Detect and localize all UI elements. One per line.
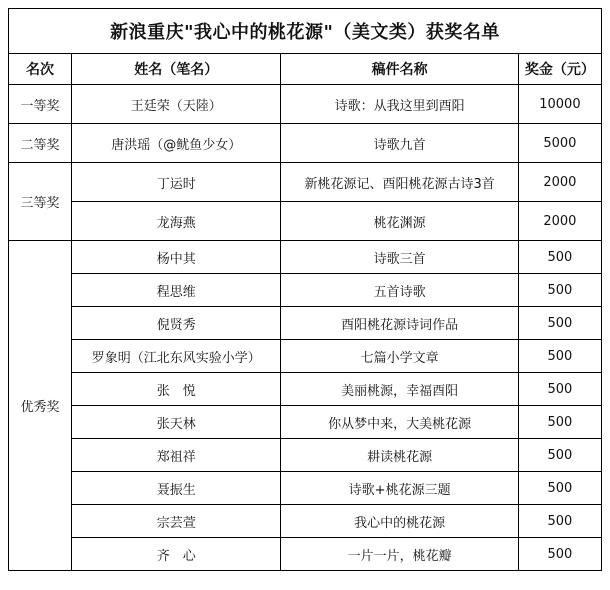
- work-cell: 酉阳桃花源诗词作品: [281, 307, 518, 340]
- table-row: [9, 241, 602, 274]
- table-row: [9, 124, 602, 163]
- work-cell: 你从梦中来，大美桃花源: [281, 406, 518, 439]
- work-cell: 诗歌九首: [281, 124, 518, 163]
- table-row: [9, 163, 602, 202]
- work-cell: 耕读桃花源: [281, 439, 518, 472]
- prize-cell: 500: [518, 505, 601, 538]
- name-cell: 杨中其: [72, 241, 281, 274]
- table-row: [9, 340, 602, 373]
- table-row: [9, 307, 602, 340]
- header-row: [9, 54, 602, 85]
- work-cell: 一片一片，桃花瓣: [281, 538, 518, 571]
- work-cell: 诗歌三首: [281, 241, 518, 274]
- header-work: 稿件名称: [281, 54, 518, 85]
- name-cell: 王廷荣（天陸）: [72, 85, 281, 124]
- table-row: [9, 406, 602, 439]
- table-row: [9, 202, 602, 241]
- award-table-body: [9, 9, 602, 571]
- table-row: [9, 85, 602, 124]
- name-cell: 聂振生: [72, 472, 281, 505]
- name-cell: 罗象明（江北东风实验小学）: [72, 340, 281, 373]
- name-cell: 齐 心: [72, 538, 281, 571]
- prize-cell: 500: [518, 340, 601, 373]
- name-cell: 张天林: [72, 406, 281, 439]
- table-title: 新浪重庆"我心中的桃花源"（美文类）获奖名单: [9, 9, 602, 54]
- rank-cell: 一等奖: [9, 85, 72, 124]
- prize-cell: 10000: [518, 85, 601, 124]
- table-row: [9, 274, 602, 307]
- work-cell: 我心中的桃花源: [281, 505, 518, 538]
- prize-cell: 500: [518, 439, 601, 472]
- name-cell: 倪贤秀: [72, 307, 281, 340]
- prize-cell: 500: [518, 406, 601, 439]
- award-list-sheet: [8, 8, 602, 571]
- work-cell: 五首诗歌: [281, 274, 518, 307]
- prize-cell: 500: [518, 538, 601, 571]
- name-cell: 丁运时: [72, 163, 281, 202]
- name-cell: 唐洪瑶（@鱿鱼少女）: [72, 124, 281, 163]
- name-cell: 宗芸萱: [72, 505, 281, 538]
- work-cell: 诗歌+桃花源三题: [281, 472, 518, 505]
- prize-cell: 500: [518, 472, 601, 505]
- work-cell: 诗歌：从我这里到酉阳: [281, 85, 518, 124]
- prize-cell: 5000: [518, 124, 601, 163]
- name-cell: 龙海燕: [72, 202, 281, 241]
- header-prize: 奖金（元）: [518, 54, 601, 85]
- rank-cell: 三等奖: [9, 163, 72, 241]
- prize-cell: 500: [518, 307, 601, 340]
- work-cell: 美丽桃源，幸福酉阳: [281, 373, 518, 406]
- prize-cell: 500: [518, 274, 601, 307]
- header-rank: 名次: [9, 54, 72, 85]
- work-cell: 新桃花源记、酉阳桃花源古诗3首: [281, 163, 518, 202]
- name-cell: 程思维: [72, 274, 281, 307]
- table-row: [9, 472, 602, 505]
- table-row: [9, 505, 602, 538]
- table-row: [9, 439, 602, 472]
- name-cell: 张 悦: [72, 373, 281, 406]
- name-cell: 郑祖祥: [72, 439, 281, 472]
- table-row: [9, 373, 602, 406]
- prize-cell: 500: [518, 373, 601, 406]
- prize-cell: 500: [518, 241, 601, 274]
- prize-cell: 2000: [518, 163, 601, 202]
- award-table: [8, 8, 602, 571]
- work-cell: 桃花渊源: [281, 202, 518, 241]
- table-row: [9, 538, 602, 571]
- work-cell: 七篇小学文章: [281, 340, 518, 373]
- prize-cell: 2000: [518, 202, 601, 241]
- rank-cell: 优秀奖: [9, 241, 72, 571]
- rank-cell: 二等奖: [9, 124, 72, 163]
- header-name: 姓名（笔名）: [72, 54, 281, 85]
